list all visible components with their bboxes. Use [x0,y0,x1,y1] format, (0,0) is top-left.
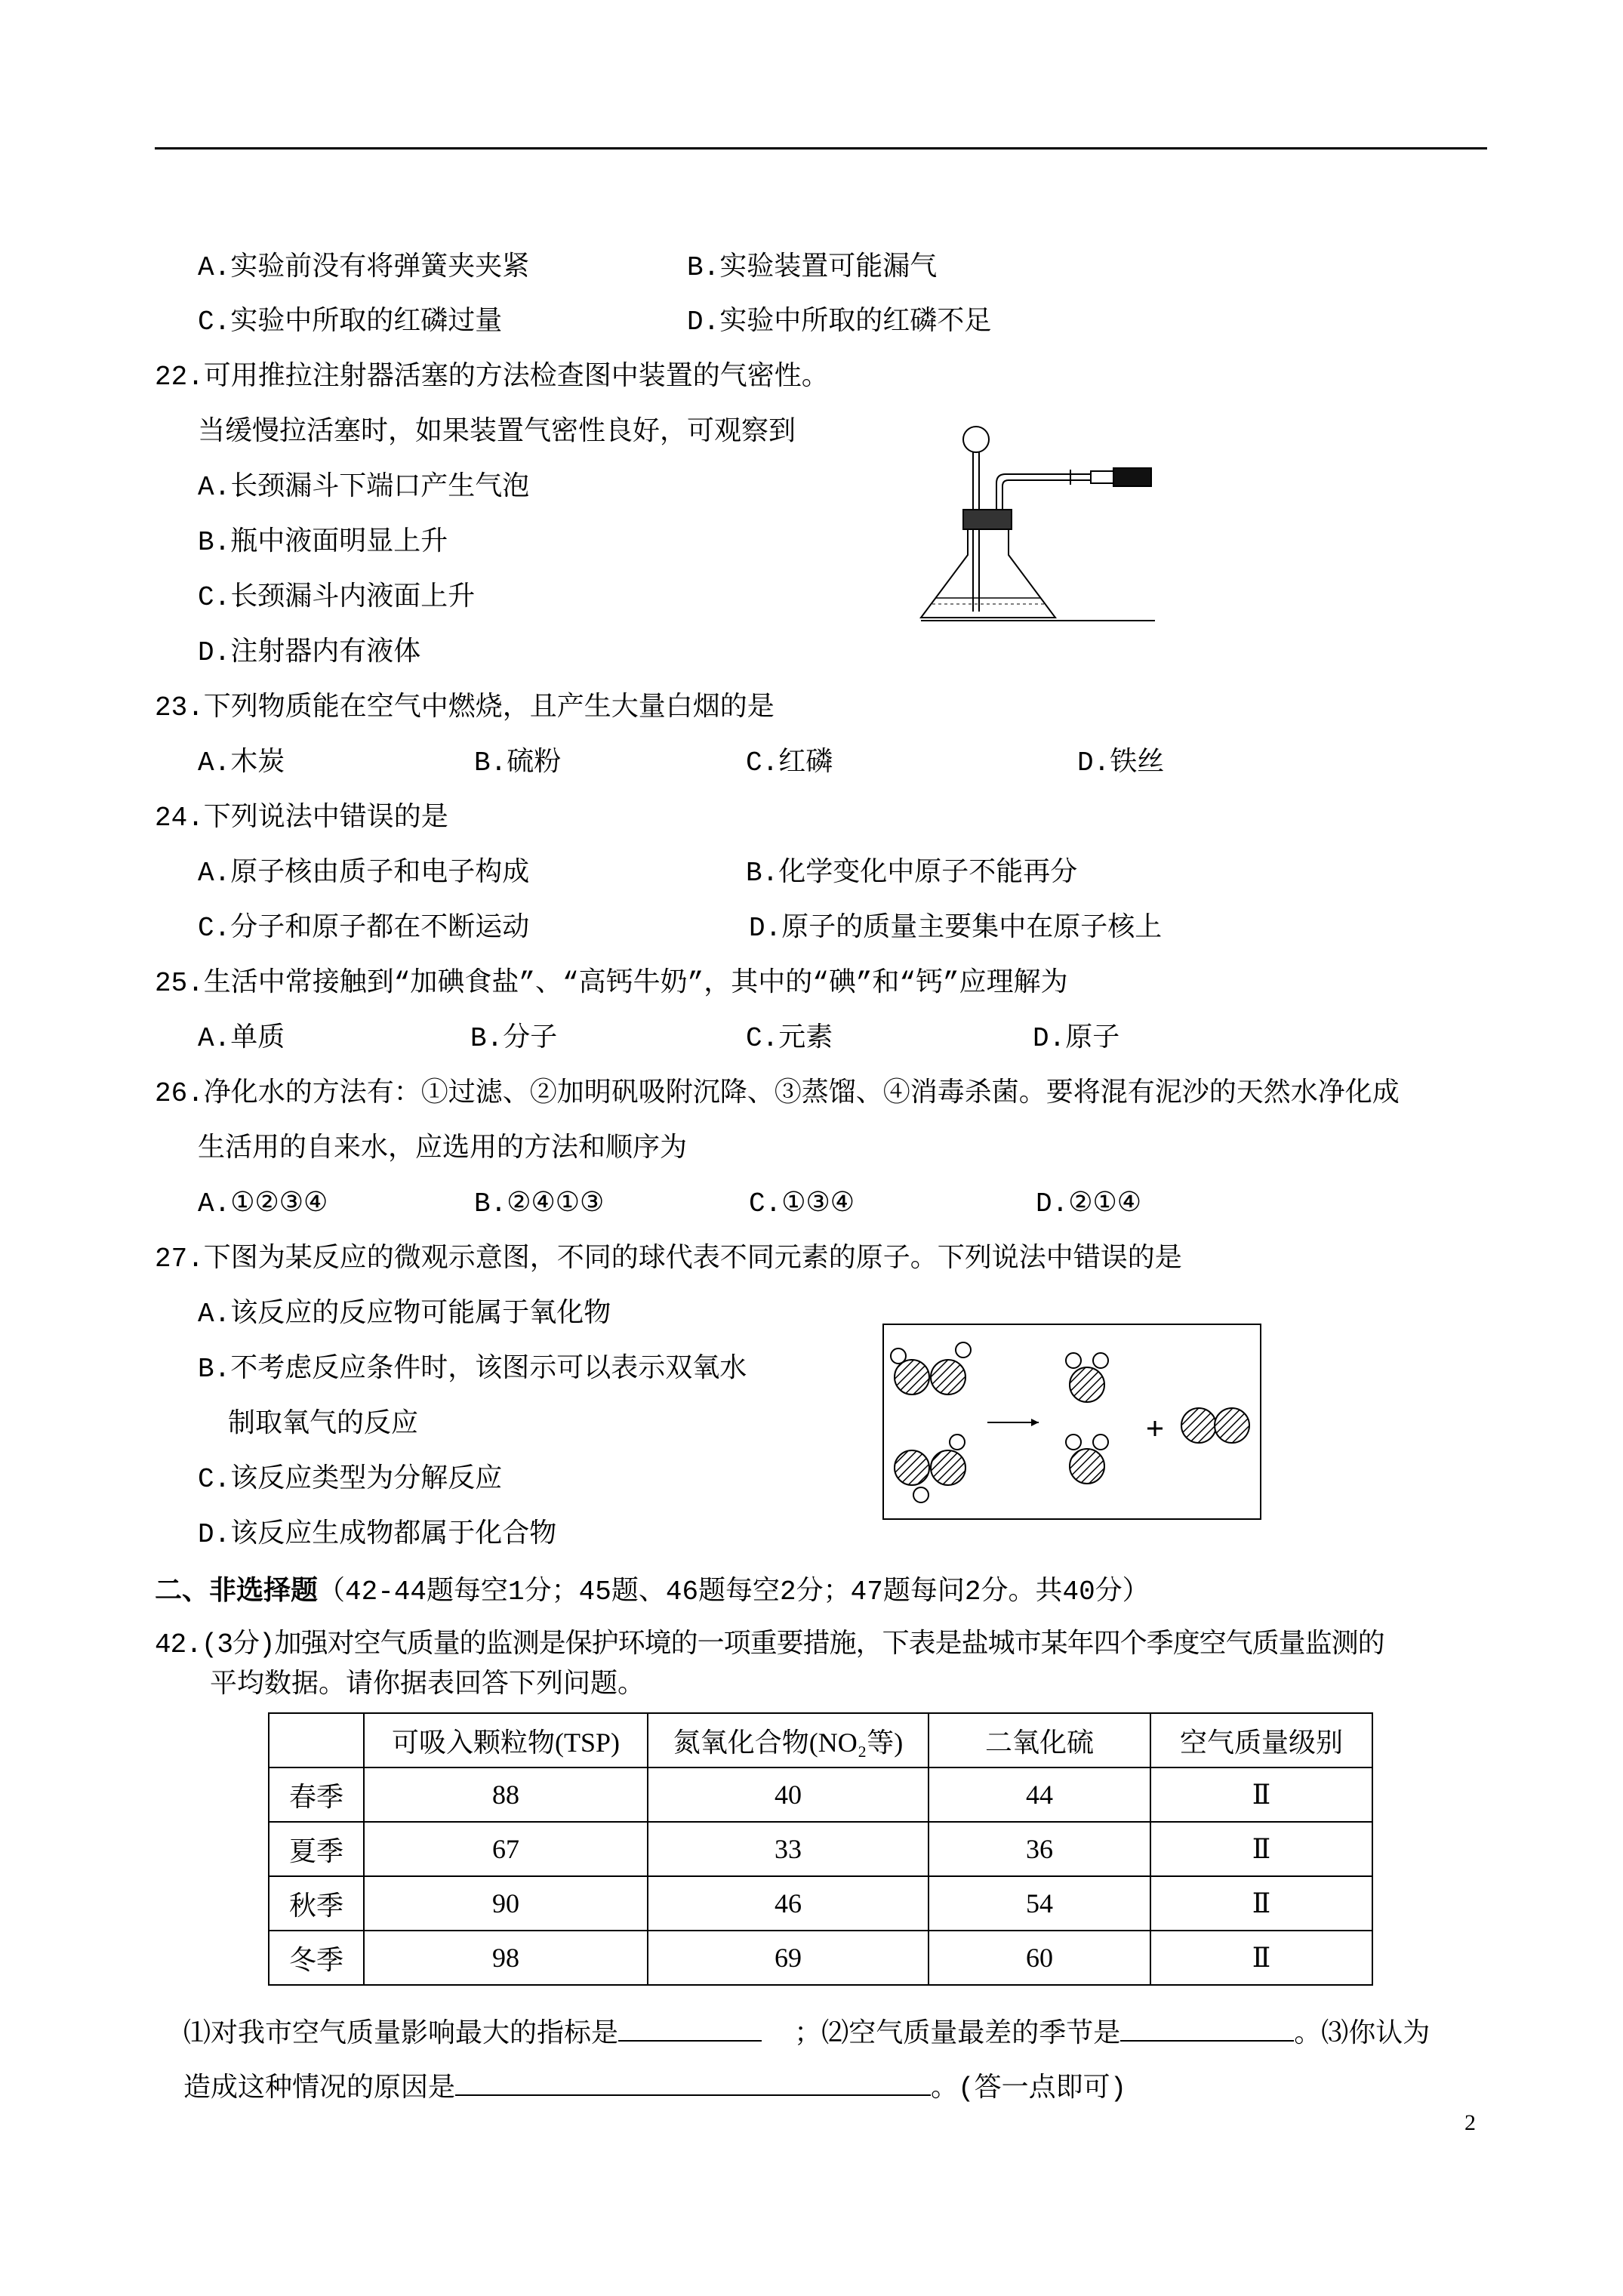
table-cell: 67 [364,1822,648,1876]
q27-option-a: A.该反应的反应物可能属于氧化物 [198,1299,611,1330]
header-rule [155,147,1487,149]
table-header-row [269,1713,1372,1767]
q25-option-d: D.原子 [1033,1023,1120,1054]
q42-answer-hint: 。(答一点即可) [931,2073,1127,2104]
q25-stem: 25.生活中常接触到“加碘食盐”、“高钙牛奶”，其中的“碘”和“钙”应理解为 [155,968,1068,999]
table-cell: 60 [929,1931,1150,1985]
q24-option-a: A.原子核由质子和电子构成 [198,858,530,889]
table-cell: 夏季 [269,1822,364,1876]
q23-option-a: A.木炭 [198,747,285,778]
q26-stem-2: 生活用的自来水，应选用的方法和顺序为 [198,1133,688,1164]
q42-stem-2: 平均数据。请你据表回答下列问题。 [210,1669,645,1700]
q26-stem: 26.净化水的方法有：①过滤、②加明矾吸附沉降、③蒸馏、④消毒杀菌。要将混有泥沙的天然水净化成 [155,1078,1400,1109]
table-cell: Ⅱ [1150,1767,1372,1822]
q26-option-b: B.②④①③ [474,1188,605,1219]
q27-option-b-cont: 制取氧气的反应 [228,1409,419,1440]
q25-option-c: C.元素 [746,1023,833,1054]
q21-option-b: B.实验装置可能漏气 [687,252,938,283]
q21-option-c: C.实验中所取的红磷过量 [198,307,503,337]
q21-option-d: D.实验中所取的红磷不足 [687,307,992,337]
q42-part-3-label: 。⑶你认为 [1294,2019,1431,2050]
q24-stem: 24.下列说法中错误的是 [155,803,448,834]
q26-option-d: D.②①④ [1036,1188,1142,1219]
q23-option-c: C.红磷 [746,747,833,778]
q26-option-c: C.①③④ [749,1188,855,1219]
air-quality-table [268,1712,1373,1986]
table-cell: 40 [648,1767,929,1822]
table-cell: 冬季 [269,1931,364,1985]
q23-option-b: B.硫粉 [474,747,562,778]
q22-stem: 22.可用推拉注射器活塞的方法检查图中装置的气密性。 [155,362,829,393]
q23-stem: 23.下列物质能在空气中燃烧，且产生大量白烟的是 [155,692,775,723]
table-cell: 88 [364,1767,648,1822]
table-cell: 46 [648,1876,929,1931]
table-cell: 54 [929,1876,1150,1931]
q42-part-3-prompt: 造成这种情况的原因是 [183,2073,456,2104]
section-2-note: （42-44题每空1分；45题、46题每空2分；47题每问2分。共40分） [318,1576,1150,1607]
table-cell: 69 [648,1931,929,1985]
table-cell: 秋季 [269,1876,364,1931]
section-2-heading [155,1573,1150,1609]
q42-part-2-label: ⑵空气质量最差的季节是 [821,2019,1121,2050]
q27-option-c: C.该反应类型为分解反应 [198,1464,503,1495]
section-2-title: 二、非选择题 [155,1574,319,1606]
table-cell: Ⅱ [1150,1876,1372,1931]
table-header-cell: 氮氧化合物(NO₂等) [648,1713,929,1767]
q27-option-b: B.不考虑反应条件时，该图示可以表示双氧水 [198,1354,747,1385]
q22-option-b: B.瓶中液面明显上升 [198,527,448,558]
q23-option-d: D.铁丝 [1077,747,1165,778]
table-cell: 44 [929,1767,1150,1822]
q26-option-a: A.①②③④ [198,1188,328,1219]
q42-answer-blank-2[interactable] [1120,2014,1294,2042]
table-row [269,1931,1372,1985]
q42-answer-line-2 [183,2069,1126,2106]
q42-stem: 42.(3分)加强对空气质量的监测是保护环境的一项重要措施，下表是盐城市某年四个季度空气质量监测的 [155,1629,1384,1660]
q22-stem-2: 当缓慢拉活塞时，如果装置气密性良好，可观察到 [198,417,796,448]
table-cell: Ⅱ [1150,1931,1372,1985]
q42-answer-blank-3[interactable] [455,2069,931,2096]
q22-option-c: C.长颈漏斗内液面上升 [198,582,476,613]
q24-option-b: B.化学变化中原子不能再分 [746,858,1078,889]
q42-answer-line-1 [183,2014,1430,2051]
q24-option-c: C.分子和原子都在不断运动 [198,913,530,944]
q22-option-d: D.注射器内有液体 [198,637,421,668]
q27-option-d: D.该反应生成物都属于化合物 [198,1519,557,1550]
q24-option-d: D.原子的质量主要集中在原子核上 [749,913,1163,944]
table-header-cell [269,1713,364,1767]
table-cell: 36 [929,1822,1150,1876]
table-cell: 90 [364,1876,648,1931]
q27-stem: 27.下图为某反应的微观示意图，不同的球代表不同元素的原子。下列说法中错误的是 [155,1244,1182,1274]
table-row [269,1876,1372,1931]
table-row [269,1767,1372,1822]
page-number: 2 [1464,2110,1476,2135]
q25-option-a: A.单质 [198,1023,285,1054]
q42-answer-blank-1[interactable] [618,2014,762,2042]
q25-option-b: B.分子 [470,1023,558,1054]
table-row [269,1822,1372,1876]
q42-part-1-label: ⑴对我市空气质量影响最大的指标是 [183,2019,619,2050]
table-header-cell: 二氧化硫 [929,1713,1150,1767]
table-header-cell: 可吸入颗粒物(TSP) [364,1713,648,1767]
flask-apparatus-figure [906,423,1163,627]
q22-option-a: A.长颈漏斗下端口产生气泡 [198,472,530,503]
q42-separator: ； [794,2019,822,2050]
table-cell: 春季 [269,1767,364,1822]
table-cell: Ⅱ [1150,1822,1372,1876]
q21-option-a: A.实验前没有将弹簧夹夹紧 [198,252,530,283]
table-cell: 98 [364,1931,648,1985]
reaction-diagram [882,1323,1262,1521]
table-header-cell: 空气质量级别 [1150,1713,1372,1767]
table-cell: 33 [648,1822,929,1876]
